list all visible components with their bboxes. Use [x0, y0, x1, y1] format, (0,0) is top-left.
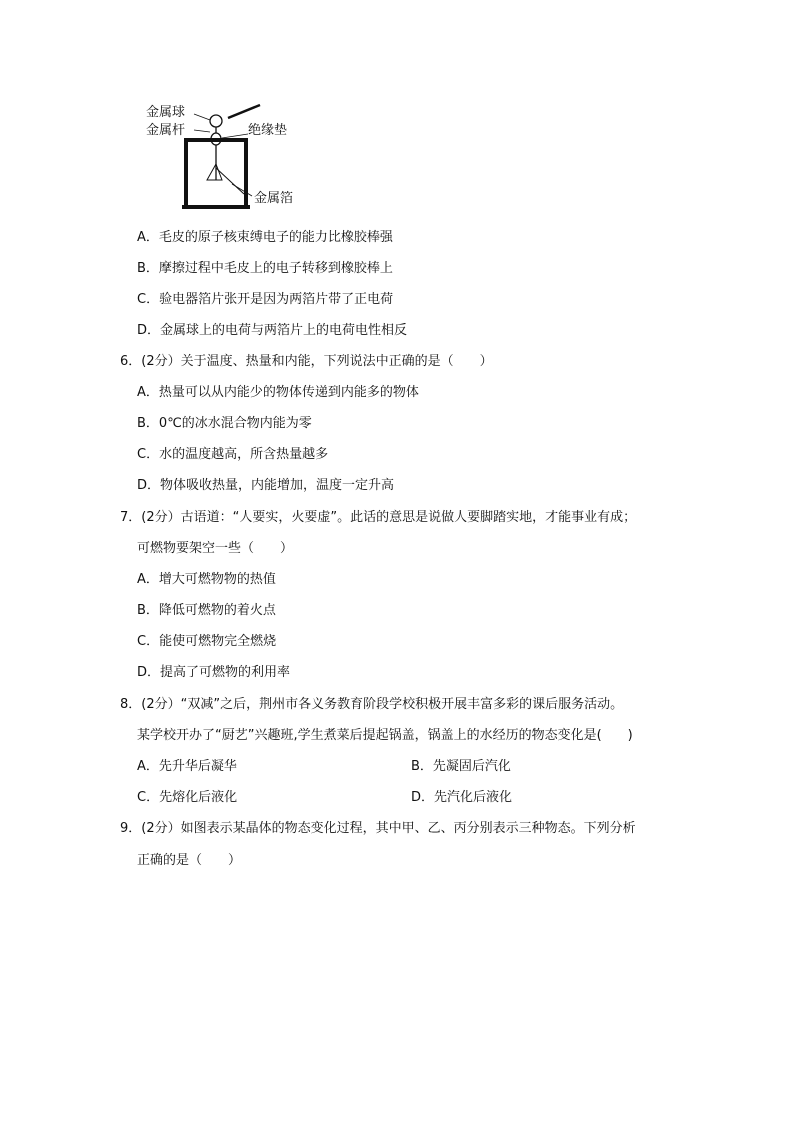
- q5-option-c: C．验电器箔片张开是因为两箔片带了正电荷: [137, 292, 394, 307]
- label-metal-rod: 金属杆: [146, 123, 186, 138]
- q8-stem-line1: 8．(2分）“双减”之后，荆州市各义务教育阶段学校积极开展丰富多彩的课后服务活动。: [120, 697, 624, 712]
- q6-option-a: A．热量可以从内能少的物体传递到内能多的物体: [137, 385, 419, 400]
- q5-option-a: A．毛皮的原子核束缚电子的能力比橡胶棒强: [137, 230, 393, 245]
- q5-option-d: D．金属球上的电荷与两箔片上的电荷电性相反: [137, 323, 408, 338]
- q6-option-d: D．物体吸收热量，内能增加，温度一定升高: [137, 478, 395, 493]
- q7-option-b: B．降低可燃物的着火点: [137, 603, 276, 618]
- label-metal-foil: 金属箔: [254, 191, 294, 206]
- q8-option-a: A．先升华后凝华: [137, 759, 237, 774]
- q7-stem-line2: 可燃物要架空一些（ ）: [137, 541, 294, 556]
- electroscope-figure: [140, 96, 310, 212]
- q6-option-c: C．水的温度越高，所含热量越多: [137, 447, 329, 462]
- q7-option-d: D．提高了可燃物的利用率: [137, 665, 291, 680]
- q6-stem: 6．(2分）关于温度、热量和内能，下列说法中正确的是（ ）: [120, 354, 493, 369]
- q8-option-b: B．先凝固后汽化: [411, 759, 511, 774]
- q7-option-a: A．增大可燃物物的热值: [137, 572, 276, 587]
- q9-stem-line1: 9．(2分）如图表示某晶体的物态变化过程，其中甲、乙、丙分别表示三种物态。下列分析: [120, 821, 636, 836]
- q9-stem-line2: 正确的是（ ）: [137, 853, 242, 868]
- label-insulating-pad: 绝缘垫: [248, 123, 288, 138]
- q8-stem-line2: 某学校开办了“厨艺”兴趣班,学生煮菜后提起锅盖，锅盖上的水经历的物态变化是( ): [137, 728, 633, 743]
- q7-option-c: C．能使可燃物完全燃烧: [137, 634, 277, 649]
- q7-stem-line1: 7．(2分）古语道：“人要实，火要虚”。此话的意思是说做人要脚踏实地，才能事业有成；: [120, 510, 637, 525]
- q6-option-b: B．0℃的冰水混合物内能为零: [137, 416, 312, 431]
- label-metal-ball: 金属球: [146, 105, 186, 120]
- q8-option-d: D．先汽化后液化: [411, 790, 513, 805]
- q8-option-c: C．先熔化后液化: [137, 790, 238, 805]
- q5-option-b: B．摩擦过程中毛皮上的电子转移到橡胶棒上: [137, 261, 393, 276]
